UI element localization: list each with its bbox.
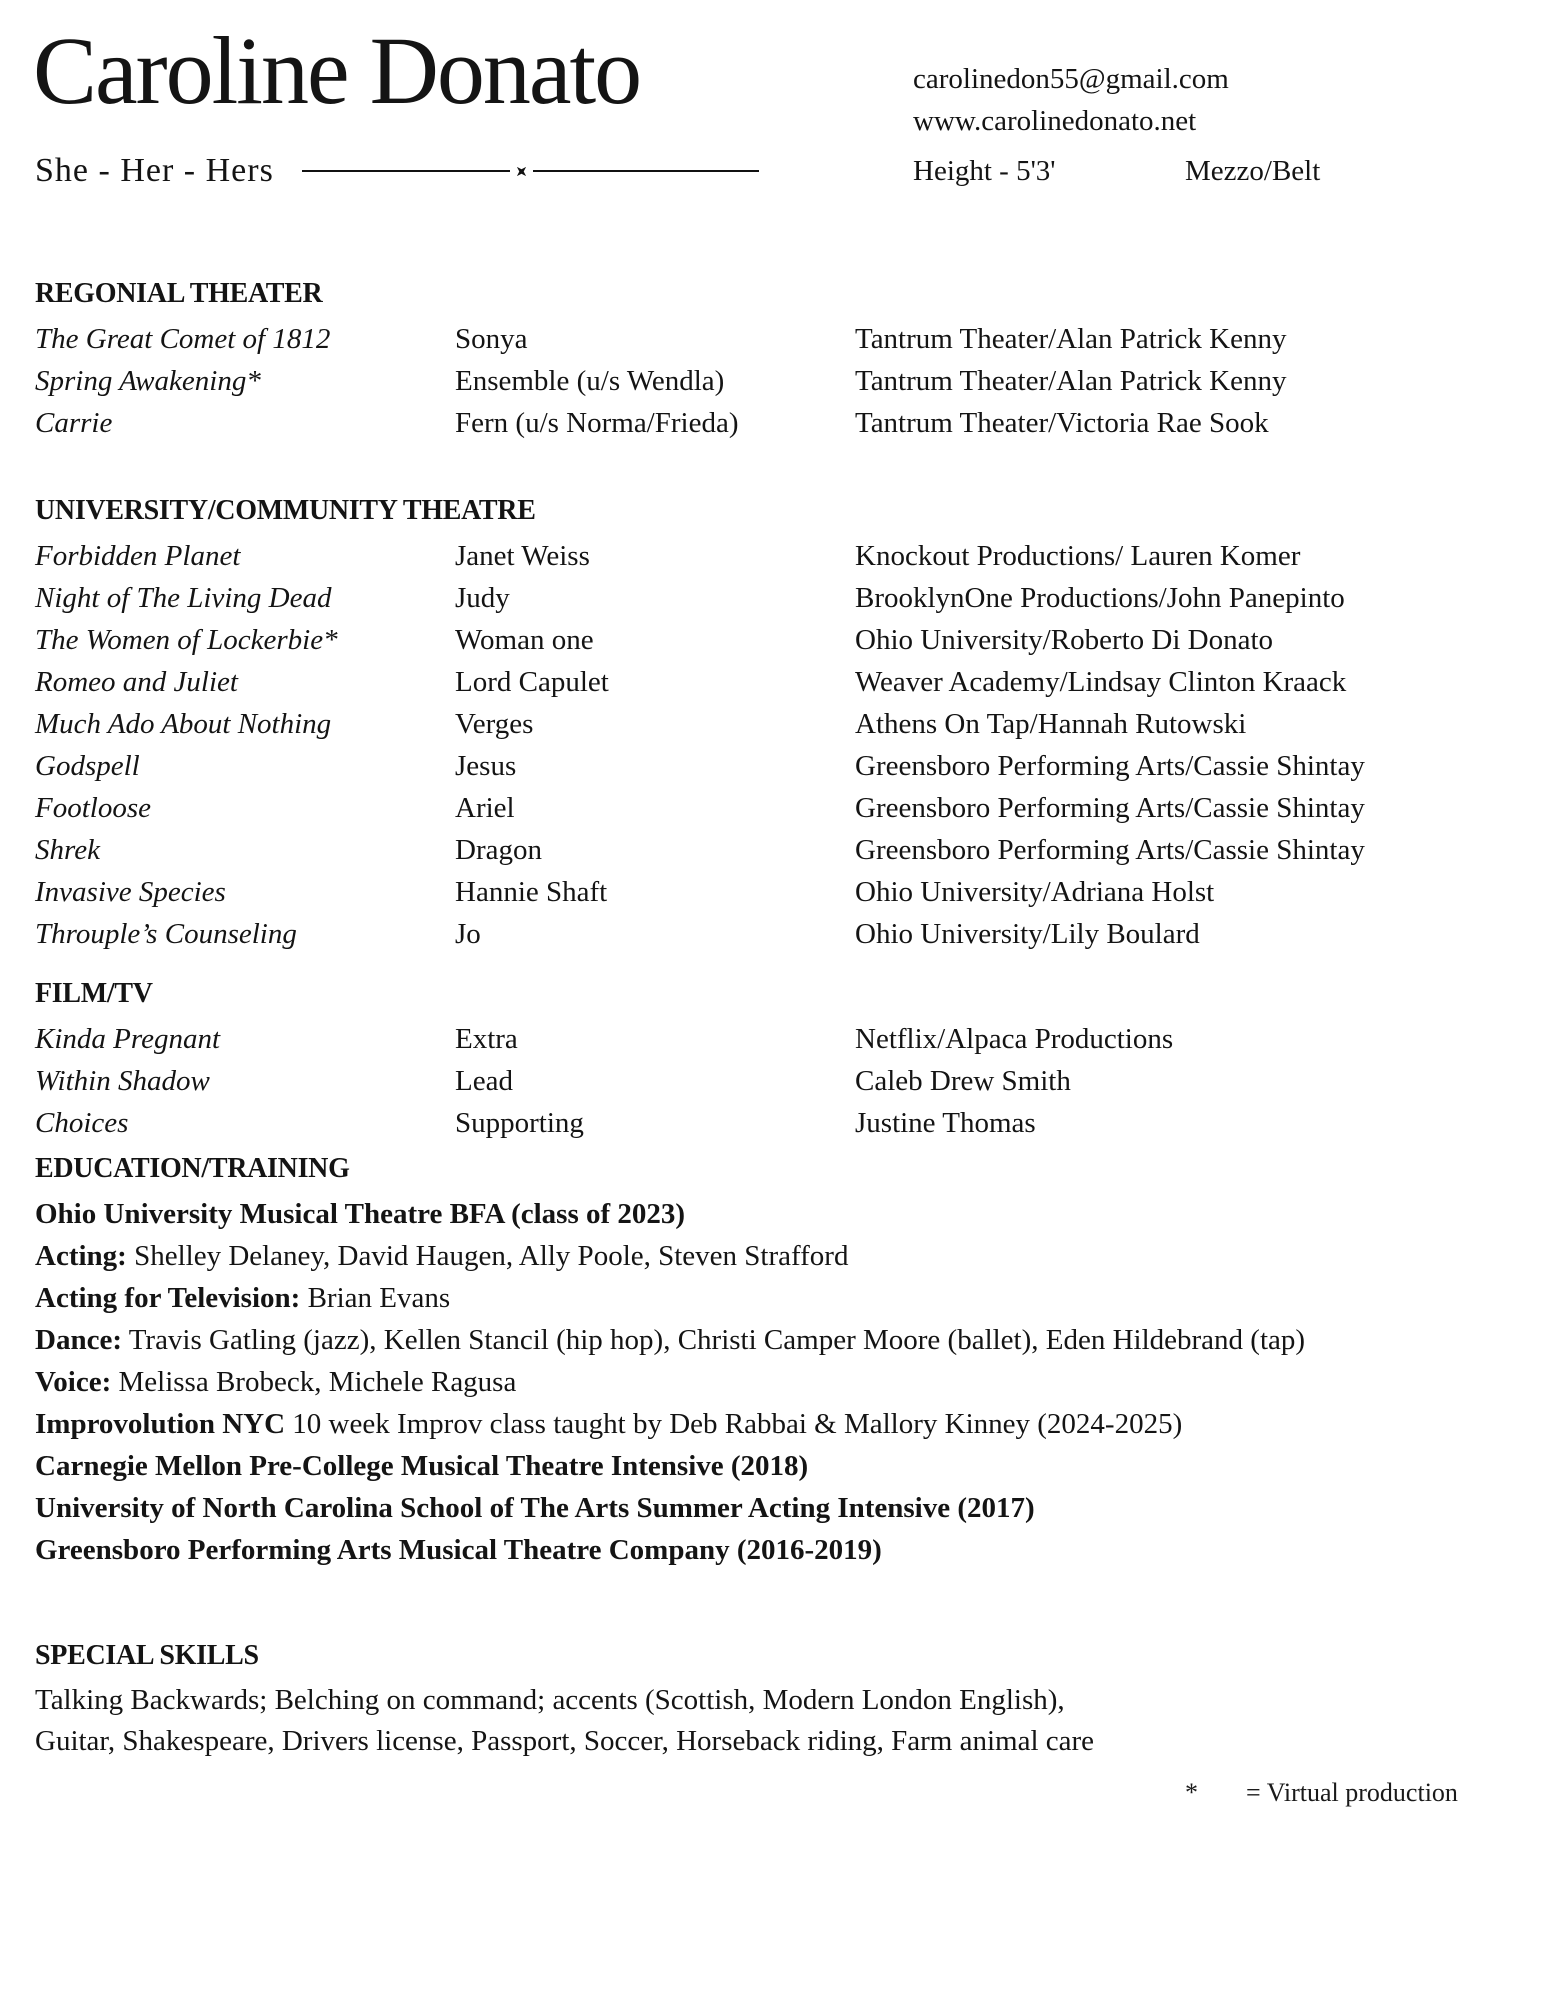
person-name: Caroline Donato (33, 17, 641, 124)
education-lines (35, 1193, 1335, 1571)
education-label: Acting: (35, 1240, 127, 1272)
company-director: Knockout Productions/ Lauren Komer (855, 540, 1301, 572)
role: Dragon (455, 834, 542, 866)
show-title: The Great Comet of 1812 (35, 323, 331, 355)
education-detail: 10 week Improv class taught by Deb Rabbai & Mallory Kinney (2024-2025) (285, 1408, 1183, 1440)
education-detail: Travis Gatling (jazz), Kellen Stancil (hip hop), Christi Camper Moore (ballet), Eden Hildebrand (tap) (121, 1324, 1306, 1356)
education-label: Improvolution NYC (35, 1408, 286, 1440)
show-title: Throuple’s Counseling (35, 918, 297, 950)
company-director: Netflix/Alpaca Productions (855, 1023, 1174, 1055)
skills-text: Talking Backwards; Belching on command; accents (Scottish, Modern London English), (35, 1684, 1065, 1716)
credit-row (35, 619, 1365, 661)
role: Lord Capulet (455, 666, 609, 698)
diamond-ornament-icon (512, 162, 530, 180)
education-line (35, 1403, 1335, 1445)
credit-row (35, 535, 1365, 577)
skills-line (35, 1721, 1094, 1762)
education-label: Ohio University Musical Theatre BFA (class of 2023) (35, 1198, 686, 1230)
contact-block (913, 58, 1320, 192)
asterisk-symbol: * (1185, 1778, 1198, 1807)
company-director: Athens On Tap/Hannah Rutowski (855, 708, 1247, 740)
show-title: Within Shadow (35, 1065, 210, 1097)
education-line (35, 1319, 1335, 1361)
voice-type: Mezzo/Belt (1185, 155, 1321, 187)
show-title: Carrie (35, 407, 113, 439)
website: www.carolinedonato.net (913, 105, 1197, 137)
role: Ensemble (u/s Wendla) (455, 365, 725, 397)
company-director: Greensboro Performing Arts/Cassie Shintay (855, 750, 1365, 782)
company-director: Weaver Academy/Lindsay Clinton Kraack (855, 666, 1347, 698)
company-director: Ohio University/Roberto Di Donato (855, 624, 1274, 656)
education-line (35, 1361, 1335, 1403)
education-label: Dance: (35, 1324, 122, 1356)
show-title: Night of The Living Dead (35, 582, 332, 614)
skills-line (35, 1680, 1094, 1721)
education-line (35, 1529, 1335, 1571)
credit-rows (35, 318, 1287, 444)
company-director: Tantrum Theater/Victoria Rae Sook (855, 407, 1269, 439)
education-line (35, 1277, 1335, 1319)
section-title: UNIVERSITY/COMMUNITY THEATRE (35, 495, 536, 526)
email: carolinedon55@gmail.com (913, 63, 1229, 95)
education-detail: Melissa Brobeck, Michele Ragusa (111, 1366, 517, 1398)
education-line (35, 1235, 1335, 1277)
show-title: The Women of Lockerbie* (35, 624, 338, 656)
role: Supporting (455, 1107, 584, 1139)
company-director: Tantrum Theater/Alan Patrick Kenny (855, 323, 1287, 355)
show-title: Much Ado About Nothing (35, 708, 332, 740)
credit-row (35, 661, 1365, 703)
role: Hannie Shaft (455, 876, 608, 908)
credit-row (35, 871, 1365, 913)
show-title: Spring Awakening* (35, 365, 261, 397)
credit-row (35, 318, 1287, 360)
skills-lines (35, 1680, 1094, 1762)
show-title: Choices (35, 1107, 129, 1139)
education-line (35, 1193, 1335, 1235)
role: Janet Weiss (455, 540, 590, 572)
credit-row (35, 1102, 1173, 1144)
show-title: Forbidden Planet (35, 540, 241, 572)
credit-rows (35, 1018, 1173, 1144)
show-title: Kinda Pregnant (35, 1023, 221, 1055)
role: Judy (455, 582, 510, 614)
show-title: Footloose (35, 792, 151, 824)
education-label: University of North Carolina School of The Arts Summer Acting Intensive (2017) (35, 1492, 1035, 1524)
education-label: Acting for Television: (35, 1282, 301, 1314)
credit-row (35, 787, 1365, 829)
role: Verges (455, 708, 534, 740)
role: Ariel (455, 792, 515, 824)
height-value: Height - 5'3' (913, 155, 1056, 187)
show-title: Romeo and Juliet (35, 666, 238, 698)
role: Jesus (455, 750, 517, 782)
divider-line-right (533, 170, 759, 172)
show-title: Godspell (35, 750, 140, 782)
credit-row (35, 577, 1365, 619)
section-film-tv (35, 978, 1173, 1144)
company-director: Ohio University/Adriana Holst (855, 876, 1215, 908)
show-title: Invasive Species (35, 876, 226, 908)
education-label: Greensboro Performing Arts Musical Theatre Company (2016-2019) (35, 1534, 882, 1566)
role: Jo (455, 918, 481, 950)
stats-row (913, 150, 1320, 192)
section-university-theatre (35, 495, 1365, 955)
section-special-skills (35, 1640, 1094, 1762)
education-detail: Brian Evans (300, 1282, 451, 1314)
company-director: Justine Thomas (855, 1107, 1036, 1139)
company-director: Ohio University/Lily Boulard (855, 918, 1200, 950)
section-regional-theater (35, 278, 1287, 444)
section-title: FILM/TV (35, 978, 153, 1009)
role: Woman one (455, 624, 594, 656)
show-title: Shrek (35, 834, 100, 866)
credit-row (35, 703, 1365, 745)
education-line (35, 1487, 1335, 1529)
education-detail: Shelley Delaney, David Haugen, Ally Poole, Steven Strafford (126, 1240, 849, 1272)
company-director: BrooklynOne Productions/John Panepinto (855, 582, 1345, 614)
education-label: Voice: (35, 1366, 112, 1398)
section-title: REGONIAL THEATER (35, 278, 323, 309)
skills-text: Guitar, Shakespeare, Drivers license, Passport, Soccer, Horseback riding, Farm animal care (35, 1725, 1095, 1757)
role: Sonya (455, 323, 528, 355)
credit-row (35, 1018, 1173, 1060)
education-line (35, 1445, 1335, 1487)
education-label: Carnegie Mellon Pre-College Musical Theatre Intensive (2018) (35, 1450, 809, 1482)
role: Lead (455, 1065, 513, 1097)
company-director: Greensboro Performing Arts/Cassie Shintay (855, 834, 1365, 866)
role: Fern (u/s Norma/Frieda) (455, 407, 739, 439)
section-title: EDUCATION/TRAINING (35, 1153, 350, 1184)
credit-row (35, 829, 1365, 871)
company-director: Tantrum Theater/Alan Patrick Kenny (855, 365, 1287, 397)
divider-line-left (302, 170, 510, 172)
credit-rows (35, 535, 1365, 955)
section-title: SPECIAL SKILLS (35, 1640, 259, 1671)
pronouns-row (35, 152, 759, 190)
role: Extra (455, 1023, 518, 1055)
credit-row (35, 360, 1287, 402)
footnote (1185, 1778, 1458, 1808)
credit-row (35, 402, 1287, 444)
company-director: Caleb Drew Smith (855, 1065, 1071, 1097)
section-education-training (35, 1153, 1335, 1571)
pronouns: She - Her - Hers (35, 152, 274, 189)
divider-ornament (302, 165, 759, 178)
credit-row (35, 1060, 1173, 1102)
footnote-text: = Virtual production (1246, 1778, 1458, 1807)
company-director: Greensboro Performing Arts/Cassie Shintay (855, 792, 1365, 824)
credit-row (35, 745, 1365, 787)
credit-row (35, 913, 1365, 955)
